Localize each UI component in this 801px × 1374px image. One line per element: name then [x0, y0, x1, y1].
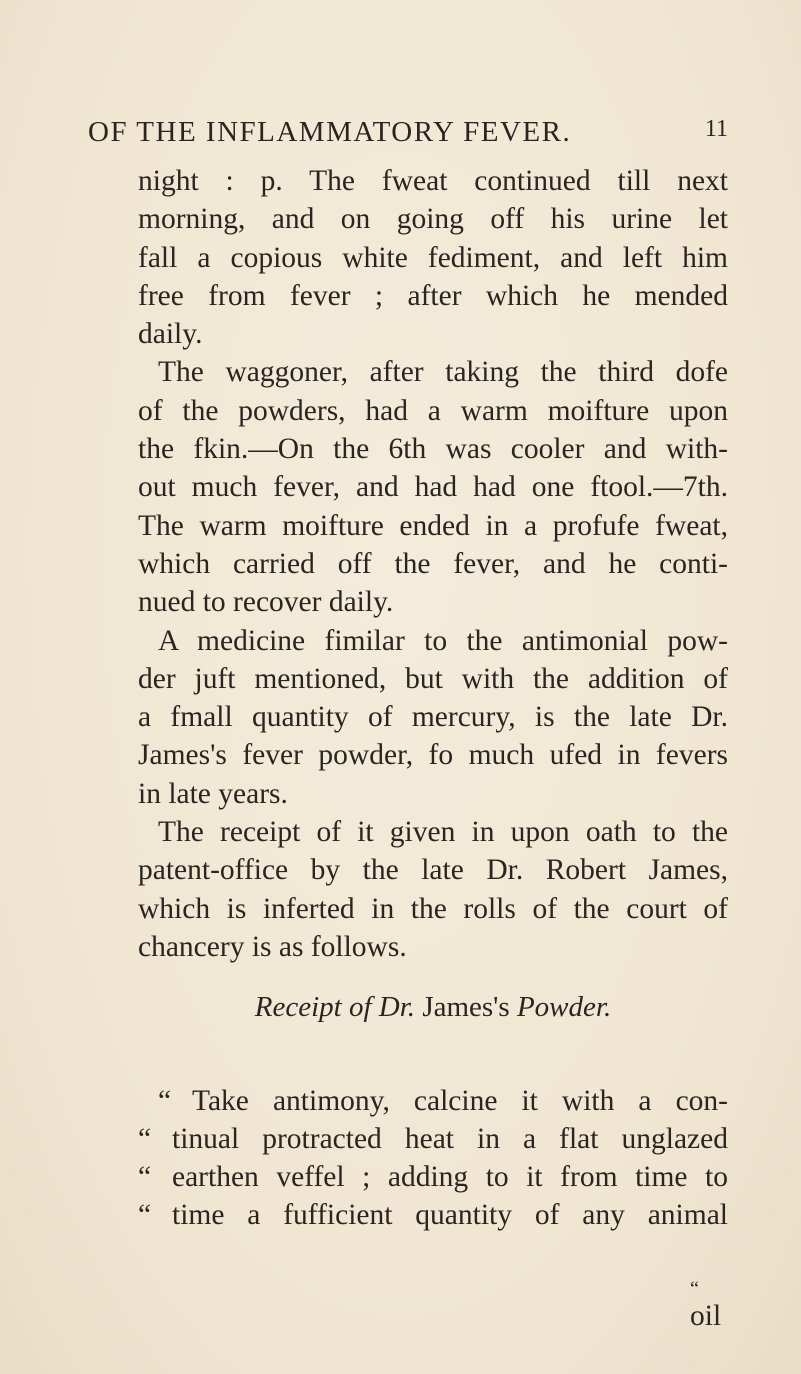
quote-mark: “ — [138, 1161, 152, 1193]
recipe-heading-suffix: Powder. — [516, 991, 612, 1023]
quote-mark: “ — [158, 1085, 172, 1117]
recipe-line-text: tinual protracted heat in a flat unglazed — [172, 1123, 728, 1155]
text-line: A medicine fimilar to the antimonial pow- — [158, 624, 728, 657]
text-line: nued to recover daily. — [138, 586, 394, 619]
text-line: in late years. — [138, 777, 288, 810]
text-line: out much fever, and had had one ftool.—7th. — [138, 471, 728, 504]
text-line: which is inferted in the rolls of the court of — [138, 892, 728, 925]
text-line: patent-office by the late Dr. Robert James, — [138, 854, 728, 887]
recipe-line — [138, 1082, 728, 1120]
text-line: fall a copious white fediment, and left him — [138, 241, 728, 274]
text-line: The receipt of it given in upon oath to the — [158, 816, 728, 849]
text-line: morning, and on going off his urine let — [138, 203, 728, 236]
text-line: which carried off the fever, and he conti- — [138, 547, 728, 580]
recipe-heading-prefix: Receipt of Dr. — [254, 991, 416, 1023]
text-line: daily. — [138, 318, 203, 351]
recipe-heading-name: James's — [422, 991, 510, 1023]
recipe-line — [138, 1196, 728, 1234]
text-line: The warm moifture ended in a profufe fweat, — [138, 509, 728, 542]
quote-mark: “ — [138, 1199, 152, 1231]
recipe-line — [138, 1120, 728, 1158]
recipe-heading — [138, 991, 728, 1024]
text-line: chancery is as follows. — [138, 930, 407, 963]
text-line: of the powders, had a warm moifture upon — [138, 394, 728, 427]
catchword-text: oil — [690, 1300, 722, 1332]
running-title: OF THE INFLAMMATORY FEVER. — [88, 116, 572, 148]
page-number: 11 — [704, 116, 728, 142]
text-line: night : p. The fweat continued till next — [138, 165, 728, 197]
text-line: a fmall quantity of mercury, is the late Dr. — [138, 701, 728, 734]
text-line: der juft mentioned, but with the addition of — [138, 662, 728, 695]
recipe-line — [138, 1158, 728, 1196]
recipe-line-text: time a fufficient quantity of any animal — [172, 1199, 728, 1231]
text-line: free from fever ; after which he mended — [138, 279, 728, 312]
recipe-text — [138, 1082, 728, 1234]
running-header — [88, 116, 728, 149]
text-line: The waggoner, after taking the third dofe — [158, 356, 728, 389]
catchword — [690, 1278, 722, 1333]
body-text — [138, 162, 728, 966]
quote-mark: “ — [138, 1123, 152, 1155]
recipe-line-text: earthen veffel ; adding to it from time to — [172, 1161, 728, 1193]
recipe-line-text: Take antimony, calcine it with a con- — [192, 1085, 728, 1117]
text-line: James's fever powder, fo much ufed in fevers — [138, 739, 728, 772]
text-line: the fkin.—On the 6th was cooler and with- — [138, 433, 728, 466]
catchword-quote: “ — [690, 1278, 699, 1300]
